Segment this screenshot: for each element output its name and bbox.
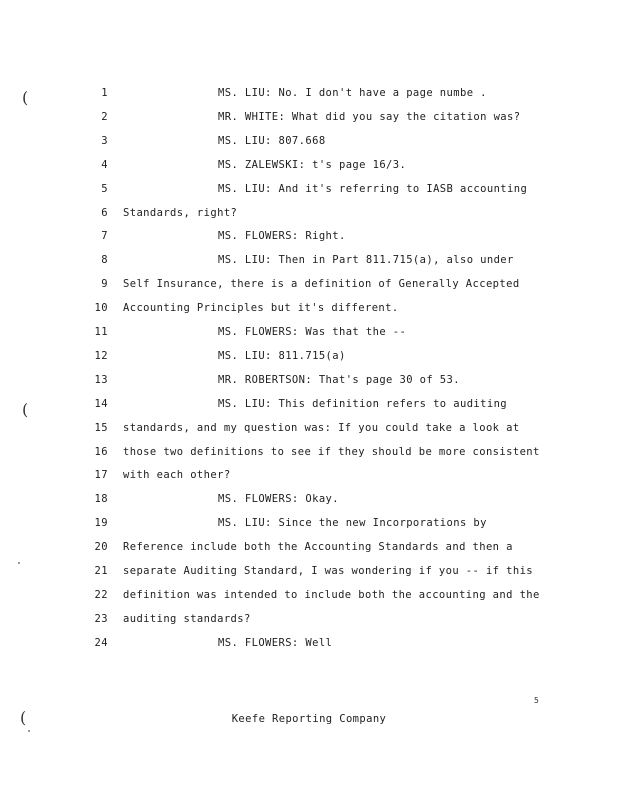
line-number: 17 [94, 469, 108, 482]
page-number: 5 [534, 696, 539, 705]
line-number: 13 [94, 373, 108, 386]
line-text: MS. LIU: Then in Part 811.715(a), also under [218, 254, 514, 267]
line-text: MS. LIU: Since the new Incorporations by [218, 517, 487, 530]
line-number: 22 [94, 588, 108, 601]
line-number: 1 [101, 87, 108, 99]
line-number: 14 [94, 397, 108, 410]
line-text: Reference include both the Accounting Standards and then a [123, 541, 513, 554]
left-margin-bracket-middle: ( [22, 400, 29, 419]
line-number: 6 [101, 206, 108, 219]
line-number: 15 [94, 421, 108, 434]
line-number: 23 [94, 612, 108, 625]
line-number: 20 [94, 541, 108, 554]
line-text: MS. LIU: And it's referring to IASB accounting [218, 182, 528, 195]
line-number: 5 [101, 182, 108, 195]
line-number: 16 [94, 445, 108, 458]
line-number: 21 [94, 565, 108, 577]
line-text: MS. LIU: No. I don't have a page numbe . [218, 87, 487, 99]
scan-speck [18, 562, 20, 564]
line-number: 18 [94, 493, 108, 506]
line-text: definition was intended to include both the accounting and the [123, 588, 540, 601]
line-text: with each other? [123, 469, 231, 482]
line-number: 3 [101, 134, 108, 147]
line-text: Self Insurance, there is a definition of Generally Accepted [123, 278, 520, 291]
line-text: MS. ZALEWSKI: t's page 16/3. [218, 158, 407, 171]
line-number: 2 [101, 110, 108, 123]
left-margin-bracket-top: ( [22, 88, 29, 107]
line-number: 24 [94, 636, 108, 649]
line-text: Accounting Principles but it's different. [123, 302, 399, 315]
line-text: MR. ROBERTSON: That's page 30 of 53. [218, 373, 460, 386]
line-text: auditing standards? [123, 612, 251, 625]
line-number: 12 [94, 349, 108, 362]
line-number: 9 [101, 278, 108, 291]
line-number: 8 [101, 254, 108, 267]
line-text: MS. FLOWERS: Was that the -- [218, 326, 407, 338]
line-text: separate Auditing Standard, I was wondering if you -- if this [123, 565, 534, 577]
line-number: 4 [101, 158, 108, 171]
line-text: those two definitions to see if they should be more consistent [123, 445, 540, 458]
line-text: MS. LIU: 807.668 [218, 134, 326, 147]
line-text: MS. LIU: 811.715(a) [218, 349, 346, 362]
line-number: 19 [94, 517, 108, 530]
line-text: MR. WHITE: What did you say the citation was? [218, 110, 521, 123]
line-text: MS. FLOWERS: Right. [218, 230, 346, 243]
line-text: MS. FLOWERS: Okay. [218, 493, 339, 506]
line-text: MS. FLOWERS: Well [218, 636, 333, 649]
footer-reporter: Keefe Reporting Company [231, 713, 387, 725]
line-text: Standards, right? [123, 206, 238, 219]
scan-speck [28, 730, 30, 732]
line-number: 10 [94, 302, 108, 315]
left-margin-bracket-bottom: ( [20, 708, 27, 727]
line-text: standards, and my question was: If you could take a look at [123, 421, 520, 434]
line-text: MS. LIU: This definition refers to auditing [218, 397, 508, 410]
line-number: 7 [101, 230, 108, 243]
line-number: 11 [94, 326, 108, 338]
